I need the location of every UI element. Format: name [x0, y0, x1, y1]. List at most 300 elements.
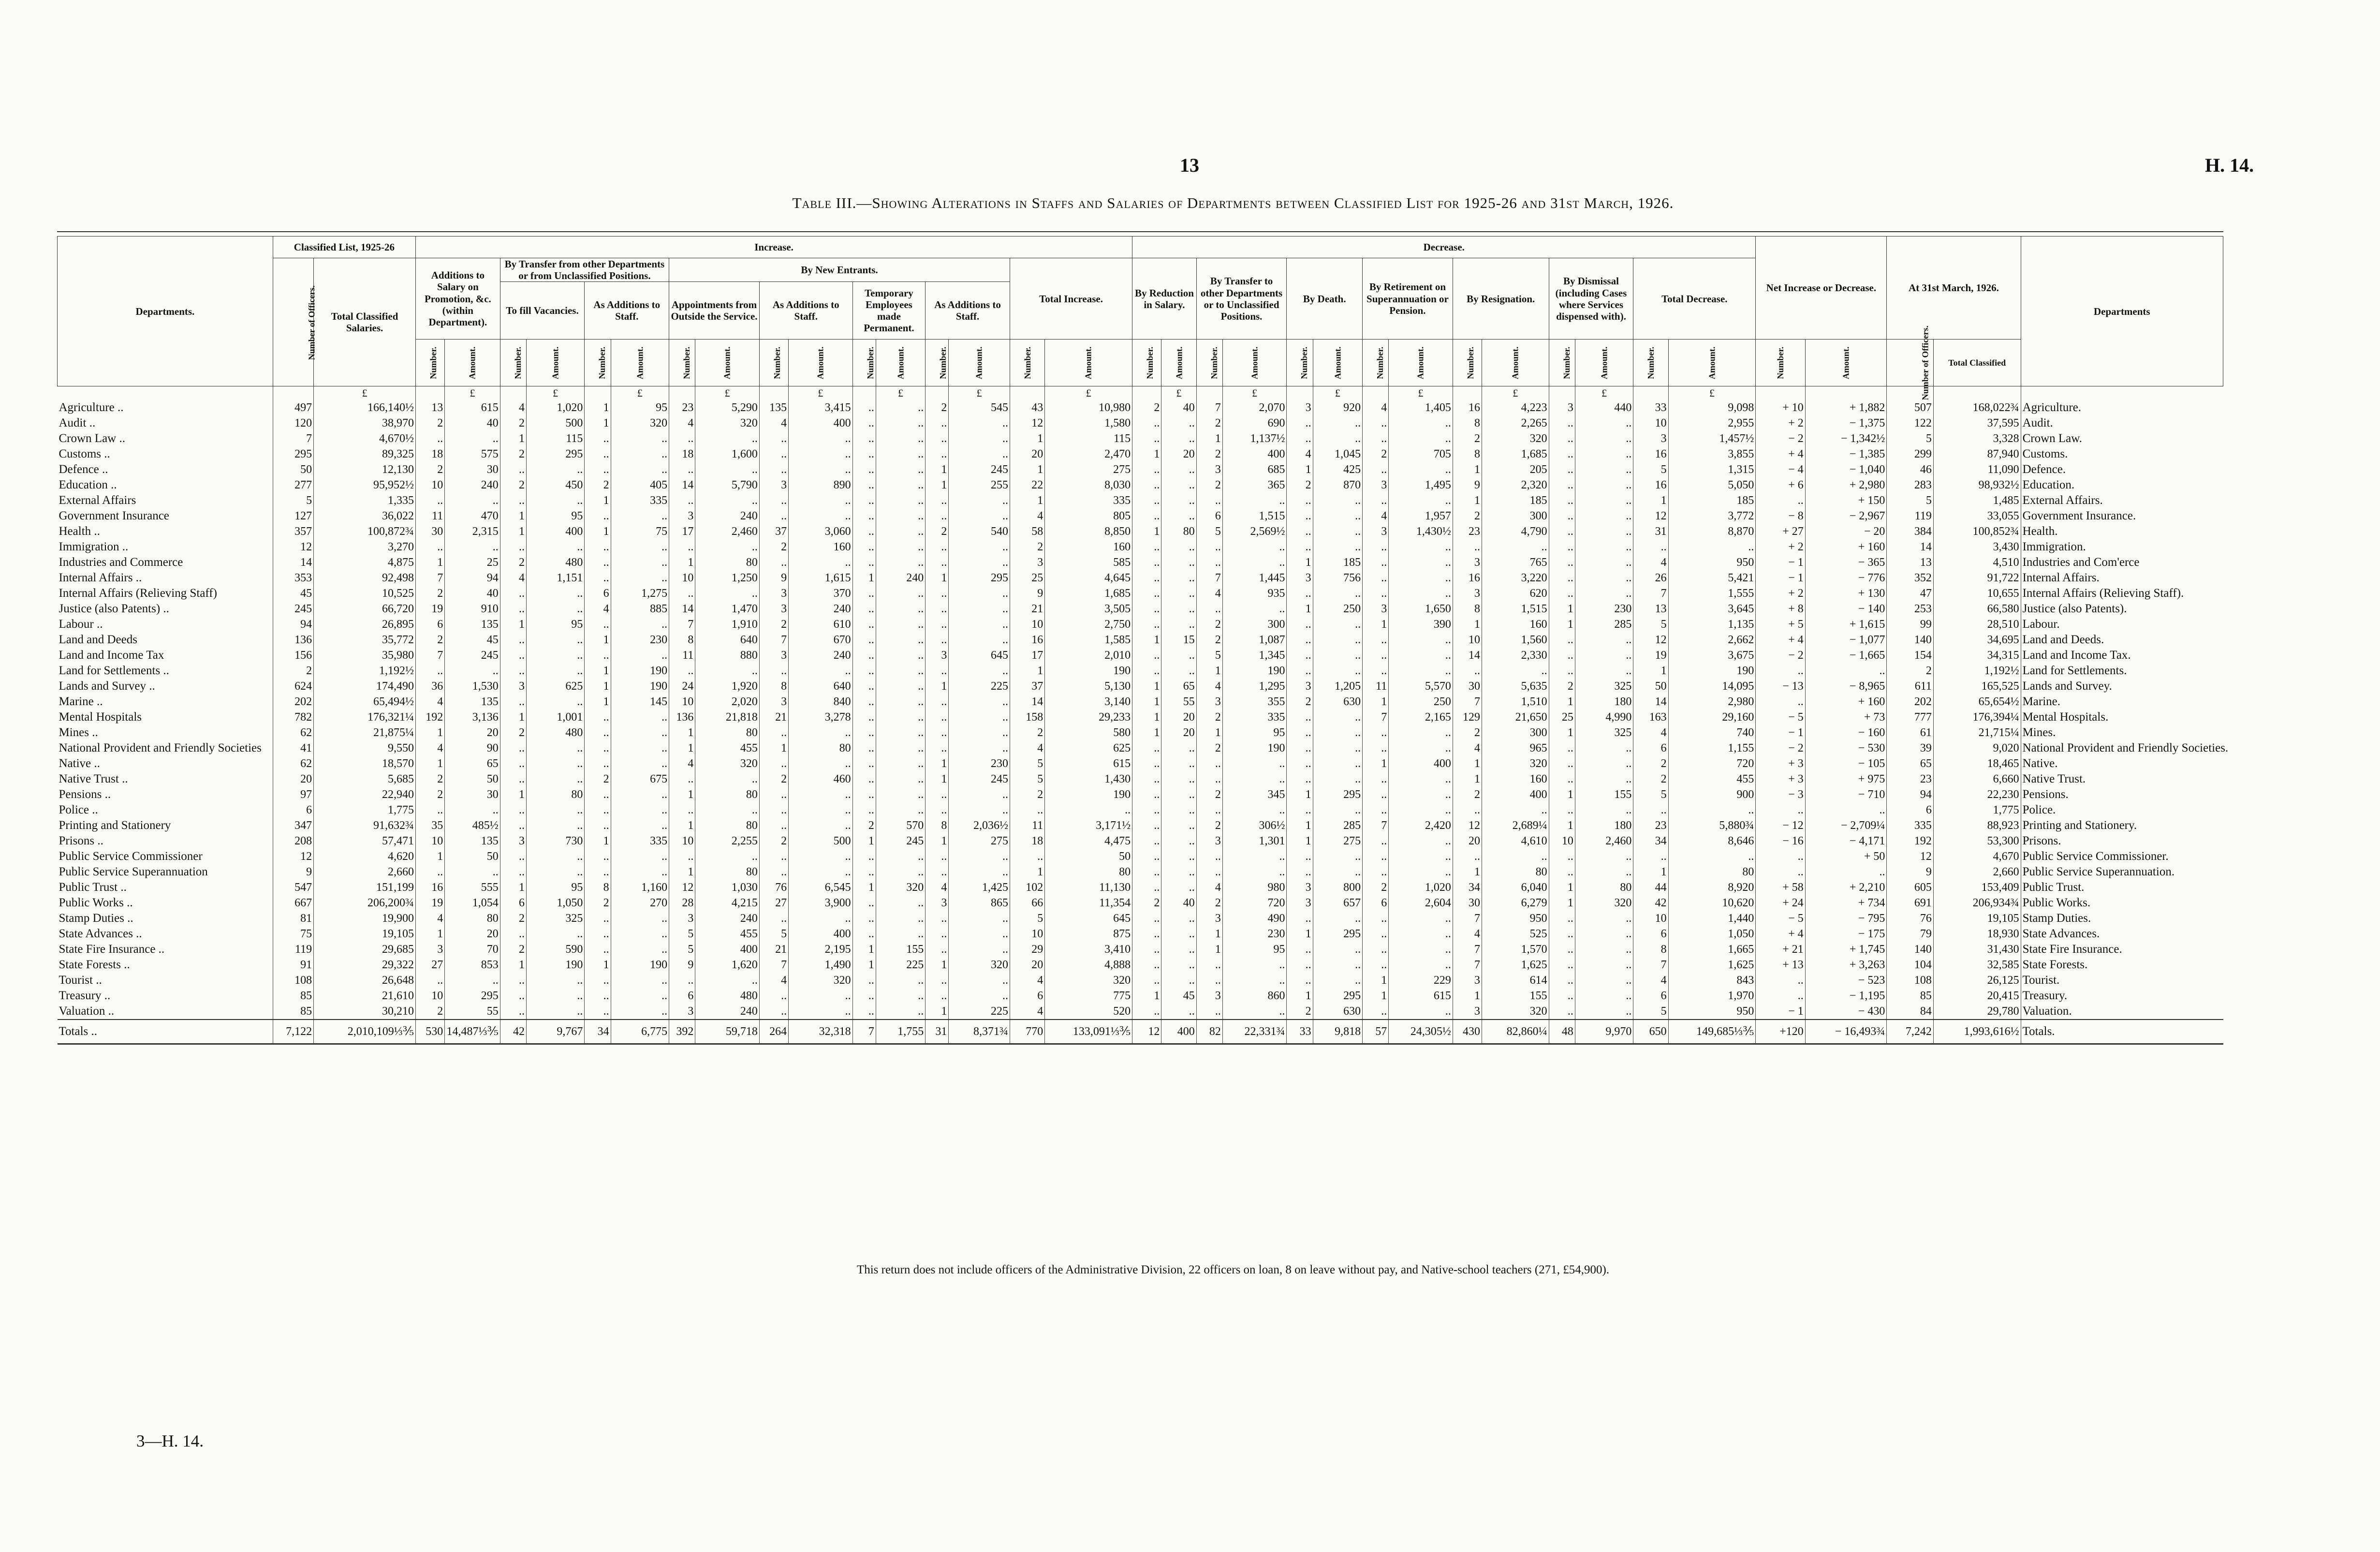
table-cell: 2	[273, 663, 313, 679]
table-cell: ..	[1313, 663, 1362, 679]
table-cell: ..	[1575, 539, 1633, 555]
table-cell: ..	[1756, 864, 1805, 880]
table-cell: 1	[500, 709, 526, 725]
table-cell: ..	[526, 601, 584, 617]
table-cell: ..	[669, 431, 695, 446]
subheader-number: Number.	[1363, 340, 1389, 386]
table-cell: 1	[926, 679, 949, 694]
table-cell: 6	[1196, 508, 1222, 524]
table-cell: ..	[876, 926, 925, 942]
table-cell: ..	[926, 973, 949, 988]
table-cell: 192	[1887, 833, 1933, 849]
table-cell: 91	[273, 957, 313, 973]
table-cell: 4	[1010, 740, 1044, 756]
table-cell: 3,140	[1045, 694, 1132, 709]
table-cell: 33	[1633, 400, 1668, 415]
table-cell: ..	[1363, 725, 1389, 740]
table-cell: ..	[585, 725, 611, 740]
department-name-right: Tourist.	[2021, 973, 2223, 988]
table-cell: 31	[1633, 524, 1668, 539]
table-cell: 18,465	[1933, 756, 2021, 771]
table-cell: 55	[445, 1004, 500, 1020]
table-cell: 95	[1222, 942, 1287, 957]
table-cell: 26,125	[1933, 973, 2021, 988]
table-cell: 1	[1196, 942, 1222, 957]
table-cell: 38,970	[314, 415, 416, 431]
department-name-right: Treasury.	[2021, 988, 2223, 1004]
table-cell: 14	[273, 555, 313, 570]
table-cell: 3	[1196, 911, 1222, 926]
table-cell: ..	[611, 849, 669, 864]
table-cell: 4	[416, 694, 445, 709]
table-cell: ..	[526, 493, 584, 508]
table-cell: 6,775	[611, 1020, 669, 1044]
table-cell: ..	[876, 648, 925, 663]
table-cell: ..	[1389, 663, 1453, 679]
table-cell: 400	[1222, 446, 1287, 462]
table-cell: 860	[1222, 988, 1287, 1004]
table-cell: 1,685	[1045, 586, 1132, 601]
table-cell: 497	[273, 400, 313, 415]
department-name: Internal Affairs ..	[59, 571, 142, 585]
table-cell: 100,852¾	[1933, 524, 2021, 539]
table-cell: 1,650	[1389, 601, 1453, 617]
table-cell: 1	[500, 617, 526, 632]
table-cell: 160	[1482, 617, 1549, 632]
table-cell: ..	[1549, 957, 1575, 973]
table-cell: − 20	[1805, 524, 1887, 539]
table-cell: ..	[1313, 632, 1362, 648]
table-cell: 1	[1287, 926, 1313, 942]
table-cell: 1	[500, 787, 526, 802]
table-cell: − 776	[1805, 570, 1887, 586]
currency-mark: £	[314, 386, 416, 400]
department-name: Mental Hospitals	[59, 710, 142, 724]
table-cell: 3	[926, 648, 949, 663]
table-cell: 325	[526, 911, 584, 926]
table-cell: 2	[1453, 787, 1482, 802]
table-cell: 770	[1010, 1020, 1044, 1044]
table-cell: 320	[1482, 756, 1549, 771]
table-cell: 1	[852, 957, 876, 973]
table-cell: − 1,195	[1805, 988, 1887, 1004]
table-cell: 6	[1633, 740, 1668, 756]
table-cell: 6	[1633, 988, 1668, 1004]
table-cell: 85	[273, 1004, 313, 1020]
table-cell: ..	[876, 632, 925, 648]
table-cell: 640	[789, 679, 853, 694]
table-cell: ..	[526, 694, 584, 709]
table-cell: 136	[669, 709, 695, 725]
table-cell: ..	[585, 446, 611, 462]
table-cell: 335	[611, 833, 669, 849]
table-cell: 1,685	[1482, 446, 1549, 462]
subheader-number: Number.	[759, 340, 788, 386]
table-cell: 4	[669, 756, 695, 771]
table-cell: 192	[416, 709, 445, 725]
table-cell: ..	[526, 973, 584, 988]
table-cell: ..	[876, 911, 925, 926]
table-cell: 335	[1887, 818, 1933, 833]
table-cell: ..	[1389, 570, 1453, 586]
table-cell: ..	[1313, 725, 1362, 740]
table-cell: ..	[852, 524, 876, 539]
table-cell: 80	[526, 787, 584, 802]
table-cell: 1	[1363, 694, 1389, 709]
table-cell: 34,315	[1933, 648, 2021, 663]
table-cell: ..	[1668, 539, 1756, 555]
table-cell: 29,233	[1045, 709, 1132, 725]
table-cell: 1	[1287, 462, 1313, 477]
table-cell: ..	[611, 570, 669, 586]
table-cell: 295	[273, 446, 313, 462]
table-cell: ..	[1132, 756, 1161, 771]
table-cell: 1,301	[1222, 833, 1287, 849]
table-row	[58, 524, 2223, 539]
department-name-right: Land and Income Tax.	[2021, 648, 2223, 663]
table-cell: ..	[1363, 849, 1389, 864]
table-cell: ..	[852, 895, 876, 911]
table-row	[58, 555, 2223, 570]
table-cell: 21,818	[695, 709, 760, 725]
table-cell: 8	[926, 818, 949, 833]
table-row	[58, 709, 2223, 725]
currency-mark: £	[1161, 386, 1196, 400]
table-cell: 18	[669, 446, 695, 462]
table-cell: ..	[1287, 973, 1313, 988]
currency-mark: £	[1575, 386, 1633, 400]
table-cell: ..	[1575, 415, 1633, 431]
table-cell: ..	[585, 431, 611, 446]
table-cell: ..	[1132, 539, 1161, 555]
table-cell: 1	[1549, 617, 1575, 632]
table-cell: ..	[416, 493, 445, 508]
table-cell: 2	[1196, 415, 1222, 431]
table-cell: ..	[1549, 555, 1575, 570]
table-cell: ..	[949, 415, 1010, 431]
table-cell: ..	[1287, 431, 1313, 446]
table-cell: 2,320	[1482, 477, 1549, 493]
table-cell: 4,670	[1933, 849, 2021, 864]
table-cell: 2	[1633, 771, 1668, 787]
table-cell: 190	[1045, 787, 1132, 802]
table-cell: 325	[1575, 725, 1633, 740]
table-cell: 65	[1161, 679, 1196, 694]
table-cell: 2,660	[314, 864, 416, 880]
table-cell: 23	[669, 400, 695, 415]
table-cell: 625	[526, 679, 584, 694]
table-cell: 2	[416, 586, 445, 601]
table-cell: 16	[1633, 477, 1668, 493]
table-cell: ..	[1363, 415, 1389, 431]
col-temporary-additions: As Additions to Staff.	[926, 282, 1010, 340]
table-cell: 1,345	[1222, 648, 1287, 663]
table-cell: 245	[876, 833, 925, 849]
table-cell: 65	[445, 756, 500, 771]
table-cell: 81	[273, 911, 313, 926]
table-cell: 500	[526, 415, 584, 431]
table-cell: 36,022	[314, 508, 416, 524]
table-cell: 20	[1010, 957, 1044, 973]
table-cell: ..	[759, 988, 788, 1004]
table-row	[58, 446, 2223, 462]
table-cell: 335	[1045, 493, 1132, 508]
table-cell: 5	[1010, 911, 1044, 926]
table-cell: ..	[1453, 849, 1482, 864]
table-row	[58, 973, 2223, 988]
table-cell: ..	[1453, 802, 1482, 818]
table-cell: 614	[1482, 973, 1549, 988]
table-cell: 2,662	[1668, 632, 1756, 648]
table-cell: 2	[1196, 787, 1222, 802]
table-cell: ..	[526, 632, 584, 648]
table-cell: 3	[1287, 570, 1313, 586]
table-cell: 1	[1549, 880, 1575, 895]
table-cell: ..	[1389, 539, 1453, 555]
table-cell: 10,620	[1668, 895, 1756, 911]
table-cell: ..	[445, 802, 500, 818]
table-cell: 255	[949, 477, 1010, 493]
table-cell: ..	[1389, 586, 1453, 601]
table-cell: 777	[1887, 709, 1933, 725]
table-cell: ..	[1161, 617, 1196, 632]
subheader-number: Number.	[500, 340, 526, 386]
table-cell: ..	[526, 1004, 584, 1020]
table-cell: ..	[1132, 663, 1161, 679]
table-cell: 1,030	[695, 880, 760, 895]
table-cell: 1	[585, 493, 611, 508]
table-cell: 24	[669, 679, 695, 694]
table-cell: ..	[926, 431, 949, 446]
department-name-right: Native Trust.	[2021, 771, 2223, 787]
table-cell: 18,570	[314, 756, 416, 771]
table-cell: ..	[669, 462, 695, 477]
table-cell: ..	[926, 555, 949, 570]
table-cell: − 365	[1805, 555, 1887, 570]
table-cell: ..	[759, 911, 788, 926]
table-cell: ..	[1575, 926, 1633, 942]
table-cell: 25	[445, 555, 500, 570]
table-cell: 765	[1482, 555, 1549, 570]
table-cell: ..	[852, 709, 876, 725]
department-name: Valuation ..	[59, 1005, 115, 1018]
table-cell: 14	[1633, 694, 1668, 709]
table-cell: + 150	[1805, 493, 1887, 508]
table-cell: ..	[1196, 973, 1222, 988]
table-cell: ..	[1222, 771, 1287, 787]
table-row	[58, 756, 2223, 771]
table-cell: 325	[1575, 679, 1633, 694]
table-cell: 140	[1887, 942, 1933, 957]
table-cell: 84	[1887, 1004, 1933, 1020]
table-cell: 1	[926, 957, 949, 973]
table-cell: ..	[852, 617, 876, 632]
table-cell: 277	[273, 477, 313, 493]
table-cell: 1,755	[876, 1020, 925, 1044]
table-cell: 4	[926, 880, 949, 895]
table-cell: 17	[1010, 648, 1044, 663]
table-cell: 1	[1549, 694, 1575, 709]
table-cell: 163	[1633, 709, 1668, 725]
table-cell: ..	[1313, 802, 1362, 818]
table-cell: ..	[1575, 849, 1633, 864]
table-cell: 1,665	[1668, 942, 1756, 957]
table-cell: ..	[1575, 911, 1633, 926]
table-cell: 1,020	[526, 400, 584, 415]
table-cell: 1,615	[789, 570, 853, 586]
table-cell: ..	[1161, 911, 1196, 926]
table-cell: + 58	[1756, 880, 1805, 895]
table-cell: 3	[1196, 833, 1222, 849]
table-cell: ..	[759, 508, 788, 524]
table-row	[58, 462, 2223, 477]
table-cell: 6	[1010, 988, 1044, 1004]
table-cell: ..	[926, 802, 949, 818]
table-cell: ..	[1132, 973, 1161, 988]
table-cell: − 2,967	[1805, 508, 1887, 524]
table-cell: ..	[611, 802, 669, 818]
table-cell: ..	[1161, 926, 1196, 942]
table-row	[58, 570, 2223, 586]
table-cell: 1,530	[445, 679, 500, 694]
table-cell: 92,498	[314, 570, 416, 586]
table-cell: ..	[585, 756, 611, 771]
table-cell: 1	[1132, 694, 1161, 709]
table-cell: ..	[695, 431, 760, 446]
table-cell: ..	[949, 694, 1010, 709]
table-cell: 1	[1132, 709, 1161, 725]
table-cell: 1	[852, 880, 876, 895]
table-cell: 89,325	[314, 446, 416, 462]
table-cell: 12	[273, 539, 313, 555]
table-cell: 1	[1196, 663, 1222, 679]
table-cell: − 160	[1805, 725, 1887, 740]
table-cell: ..	[789, 818, 853, 833]
table-cell: 50	[445, 849, 500, 864]
table-cell: ..	[611, 462, 669, 477]
currency-mark: £	[526, 386, 584, 400]
table-cell: 470	[445, 508, 500, 524]
table-cell: 1,335	[314, 493, 416, 508]
table-cell: 615	[445, 400, 500, 415]
table-cell: 22,331¾	[1222, 1020, 1287, 1044]
currency-mark: £	[1222, 386, 1287, 400]
table-cell: ..	[1575, 524, 1633, 539]
table-cell: ..	[1575, 864, 1633, 880]
subheader-amount: Amount.	[1805, 340, 1887, 386]
table-cell: 320	[1575, 895, 1633, 911]
table-cell: 23	[1887, 771, 1933, 787]
table-cell: 1,087	[1222, 632, 1287, 648]
table-cell: 3	[1453, 1004, 1482, 1020]
table-cell: 4	[1010, 1004, 1044, 1020]
table-cell: ..	[611, 756, 669, 771]
department-name: Industries and Commerce	[59, 556, 183, 569]
table-cell: 176,321¼	[314, 709, 416, 725]
table-cell: 206,200¾	[314, 895, 416, 911]
table-cell: 5,421	[1668, 570, 1756, 586]
currency-mark: £	[789, 386, 853, 400]
table-cell: 97	[273, 787, 313, 802]
table-cell: ..	[949, 493, 1010, 508]
table-cell: ..	[1287, 539, 1313, 555]
table-cell: 9,020	[1933, 740, 2021, 756]
table-cell: ..	[852, 586, 876, 601]
table-cell: 611	[1887, 679, 1933, 694]
department-name: Tourist ..	[59, 974, 102, 987]
table-cell: ..	[585, 787, 611, 802]
table-cell: 5,130	[1045, 679, 1132, 694]
table-cell: 1	[416, 725, 445, 740]
table-row	[58, 493, 2223, 508]
department-name-right: Mines.	[2021, 725, 2223, 740]
table-cell: + 1,882	[1805, 400, 1887, 415]
currency-mark: £	[876, 386, 925, 400]
table-cell: ..	[1287, 740, 1313, 756]
subheader-amount: Amount.	[1222, 340, 1287, 386]
table-cell: ..	[1633, 802, 1668, 818]
table-cell: ..	[1161, 555, 1196, 570]
table-row	[58, 787, 2223, 802]
table-cell: ..	[789, 725, 853, 740]
subheader-number: Number.	[1196, 340, 1222, 386]
table-cell: 2	[1287, 1004, 1313, 1020]
table-cell: 2	[1287, 694, 1313, 709]
table-cell: ..	[500, 632, 526, 648]
table-cell: 7	[1453, 942, 1482, 957]
table-cell: 57	[1363, 1020, 1389, 1044]
table-cell: ..	[949, 911, 1010, 926]
department-name-right: Immigration.	[2021, 539, 2223, 555]
table-cell: ..	[926, 911, 949, 926]
table-cell: 4,610	[1482, 833, 1549, 849]
table-cell: 20	[1453, 833, 1482, 849]
table-cell: ..	[1389, 431, 1453, 446]
table-cell: − 1,385	[1805, 446, 1887, 462]
table-cell: 13	[1633, 601, 1668, 617]
table-cell: ..	[789, 864, 853, 880]
table-cell: 2	[759, 771, 788, 787]
table-cell: 87,940	[1933, 446, 2021, 462]
table-cell: 2	[500, 477, 526, 493]
table-cell: 450	[526, 477, 584, 493]
table-cell: ..	[1222, 601, 1287, 617]
table-cell: ..	[876, 586, 925, 601]
table-cell: + 160	[1805, 694, 1887, 709]
table-cell: 3,415	[789, 400, 853, 415]
table-cell: ..	[926, 632, 949, 648]
table-cell: 12	[1453, 818, 1482, 833]
table-cell: ..	[1313, 431, 1362, 446]
table-cell: 120	[273, 415, 313, 431]
table-cell: 27	[416, 957, 445, 973]
table-cell: ..	[1287, 725, 1313, 740]
table-cell: 585	[1045, 555, 1132, 570]
department-name-right: Police.	[2021, 802, 2223, 818]
table-cell: 29,322	[314, 957, 416, 973]
table-cell: 1	[500, 524, 526, 539]
table-cell: ..	[926, 539, 949, 555]
table-cell: 3,645	[1668, 601, 1756, 617]
table-cell: 37	[1010, 679, 1044, 694]
table-cell: 80	[1161, 524, 1196, 539]
table-cell: + 8	[1756, 601, 1805, 617]
table-cell: ..	[1132, 957, 1161, 973]
table-cell: 7	[1363, 818, 1389, 833]
table-cell: 455	[695, 740, 760, 756]
table-cell: ..	[1756, 988, 1805, 1004]
table-cell: 30,210	[314, 1004, 416, 1020]
